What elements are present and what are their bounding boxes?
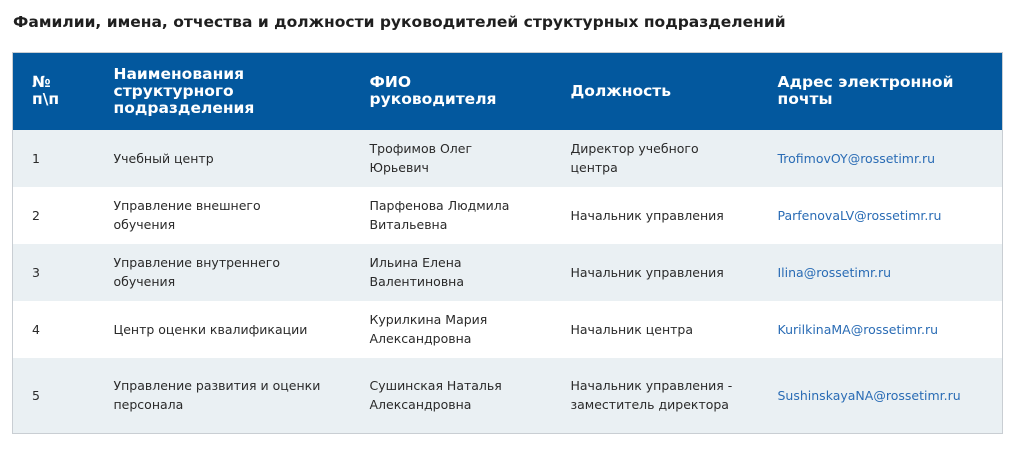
email-link[interactable]: ParfenovaLV@rossetimr.ru — [777, 207, 942, 223]
unit-name: Учебный центр — [113, 150, 214, 166]
table-row — [13, 301, 1003, 358]
row-number: 5 — [32, 387, 40, 403]
email-link[interactable]: KurilkinaMA@rossetimr.ru — [777, 321, 939, 337]
head-position: Директор учебного центра — [570, 141, 699, 175]
email-link[interactable]: SushinskayaNA@rossetimr.ru — [777, 387, 961, 403]
head-position: Начальник центра — [570, 321, 694, 337]
head-name: Парфенова Людмила Витальевна — [369, 198, 510, 232]
head-position: Начальник управления — [570, 264, 724, 280]
column-header-unit: Наименования структурного подразделения — [113, 64, 255, 117]
row-number: 3 — [32, 264, 40, 280]
head-name: Трофимов Олег Юрьевич — [369, 141, 473, 175]
unit-name: Управление развития и оценки персонала — [113, 378, 321, 413]
row-number: 2 — [32, 207, 40, 223]
column-header-email: Адрес электронной почты — [777, 73, 954, 109]
table-row — [13, 130, 1003, 187]
head-position: Начальник управления — [570, 207, 724, 223]
email-link[interactable]: Ilina@rossetimr.ru — [777, 264, 892, 280]
row-number: 4 — [32, 321, 40, 337]
table-row — [13, 244, 1003, 301]
unit-name: Центр оценки квалификации — [113, 321, 308, 337]
head-position: Начальник управления - заместитель директора — [570, 378, 733, 413]
heads-table — [12, 52, 1003, 434]
table-header-row — [13, 53, 1003, 130]
table-row — [13, 187, 1003, 244]
unit-name: Управление внешнего обучения — [113, 198, 261, 232]
page-title: Фамилии, имена, отчества и должности руководителей структурных подразделений — [13, 13, 786, 31]
head-name: Сушинская Наталья Александровна — [369, 378, 502, 413]
email-link[interactable]: TrofimovOY@rossetimr.ru — [777, 150, 936, 166]
unit-name: Управление внутреннего обучения — [113, 255, 280, 289]
column-header-position: Должность — [570, 81, 672, 100]
row-number: 1 — [32, 150, 40, 166]
column-header-name: ФИО руководителя — [369, 73, 497, 109]
column-header-number: № п\п — [32, 73, 60, 109]
head-name: Ильина Елена Валентиновна — [369, 255, 465, 289]
table-row — [13, 358, 1003, 434]
head-name: Курилкина Мария Александровна — [369, 312, 488, 346]
